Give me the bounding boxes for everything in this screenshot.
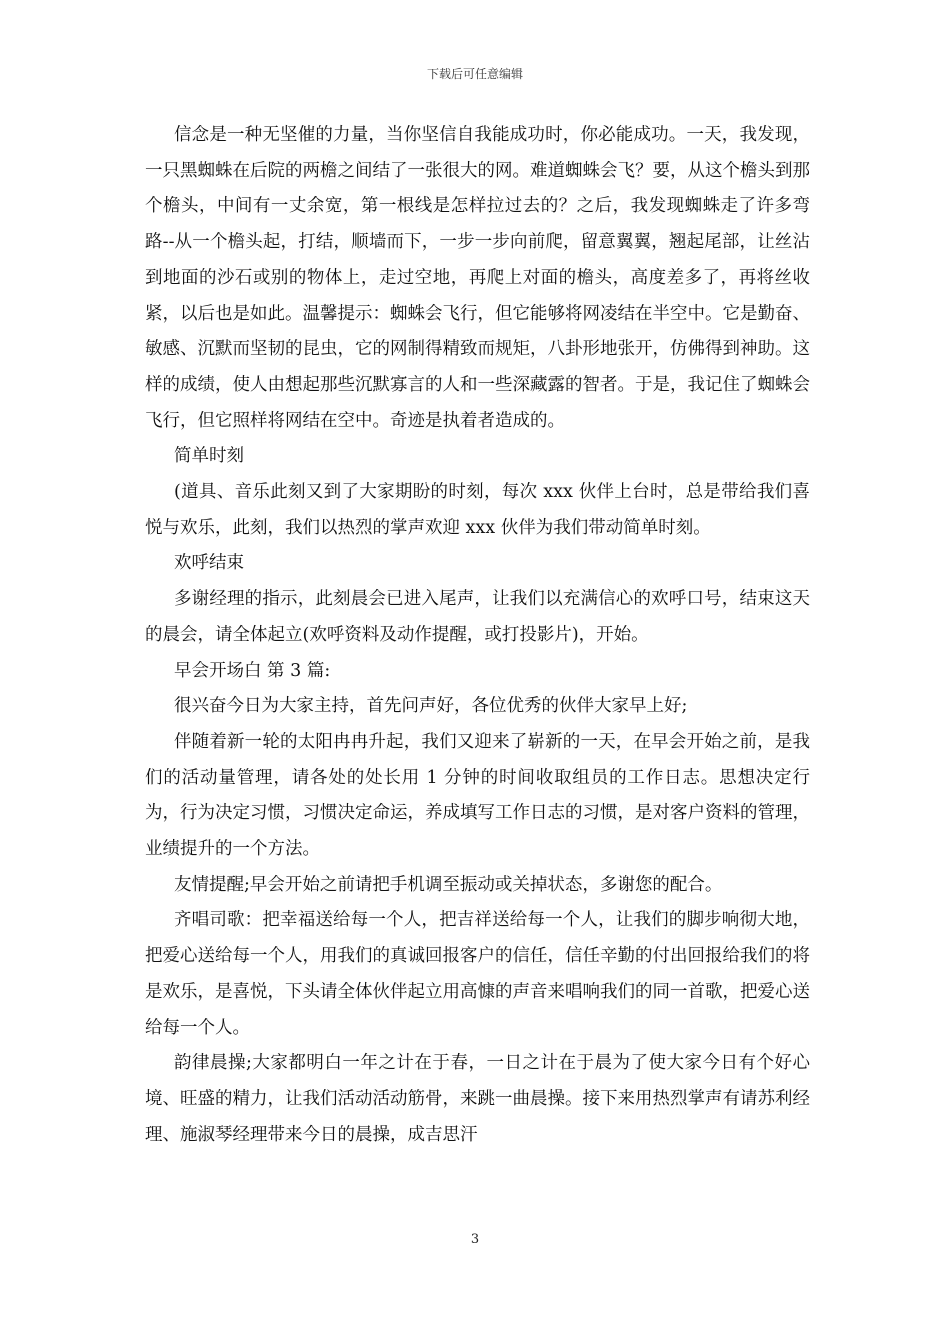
paragraph-simple-moment: (道具、音乐此刻又到了大家期盼的时刻，每次 xxx 伙伴上台时，总是带给我们喜悦与欢乐，此刻，我们以热烈的掌声欢迎 xxx 伙伴为我们带动简单时刻。 [145,482,810,538]
paragraph-heading-cheer-end: 欢呼结束 [174,553,244,574]
paragraph-company-song: 齐唱司歌：把幸福送给每一个人，把吉祥送给每一个人，让我们的脚步响彻大地，把爱心送给每一个人，用我们的真诚回报客户的信任，信任辛勤的付出回报给我们的将是欢乐，是喜悦，下头请全体伙伴起立用高慷的声音来唱响我们的同一首歌，把爱心送给每一个人。 [145,910,810,1038]
paragraph-work-log: 伴随着新一轮的太阳冉冉升起，我们又迎来了崭新的一天，在早会开始之前，是我们的活动量管理，请各处的处长用 1 分钟的时间收取组员的工作日志。思想决定行为，行为决定习惯，习惯决定命运，养成填写工作日志的习惯，是对客户资料的管理，业绩提升的一个方法。 [145,731,810,860]
page-number: 3 [470,1232,480,1247]
document-body [145,118,810,1153]
paragraph-spider-story: 信念是一种无坚催的力量，当你坚信自我能成功时，你必能成功。一天，我发现，一只黑蜘蛛在后院的两檐之间结了一张很大的网。难道蜘蛛会飞？要，从这个檐头到那个檐头，中间有一丈余宽，第一根线是怎样拉过去的？之后，我发现蜘蛛走了许多弯路--从一个檐头起，打结，顺墙而下，一步一步向前爬，留意翼翼，翘起尾部，让丝沾到地面的沙石或别的物体上，走过空地，再爬上对面的檐头，高度差多了，再将丝收紧，以后也是如此。温馨提示：蜘蛛会飞行，但它能够将网凌结在半空中。它是勤奋、敏感、沉默而坚韧的昆虫，它的网制得精致而规矩，八卦形地张开，仿佛得到神助。这样的成绩，使人由想起那些沉默寡言的人和一些深藏露的智者。于是，我记住了蜘蛛会飞行，但它照样将网结在空中。奇迹是执着者造成的。 [145,125,810,431]
paragraph-cheer-end: 多谢经理的指示，此刻晨会已进入尾声，让我们以充满信心的欢呼口号，结束这天的晨会，请全体起立(欢呼资料及动作提醒，或打投影片)，开始。 [145,589,810,645]
paragraph-greeting: 很兴奋今日为大家主持，首先问声好，各位优秀的伙伴大家早上好; [174,696,688,717]
paragraph-heading-part-3: 早会开场白 第 3 篇: [174,660,331,681]
paragraph-morning-exercise: 韵律晨操;大家都明白一年之计在于春，一日之计在于晨为了使大家今日有个好心境、旺盛的精力，让我们活动活动筋骨，来跳一曲晨操。接下来用热烈掌声有请苏利经理、施淑琴经理带来今日的晨操，成吉思汗 [145,1053,810,1145]
paragraph-heading-simple-moment: 简单时刻 [174,446,244,467]
header-note: 下载后可任意编辑 [426,67,523,81]
paragraph-phone-reminder: 友情提醒;早会开始之前请把手机调至振动或关掉状态，多谢您的配合。 [174,874,723,895]
